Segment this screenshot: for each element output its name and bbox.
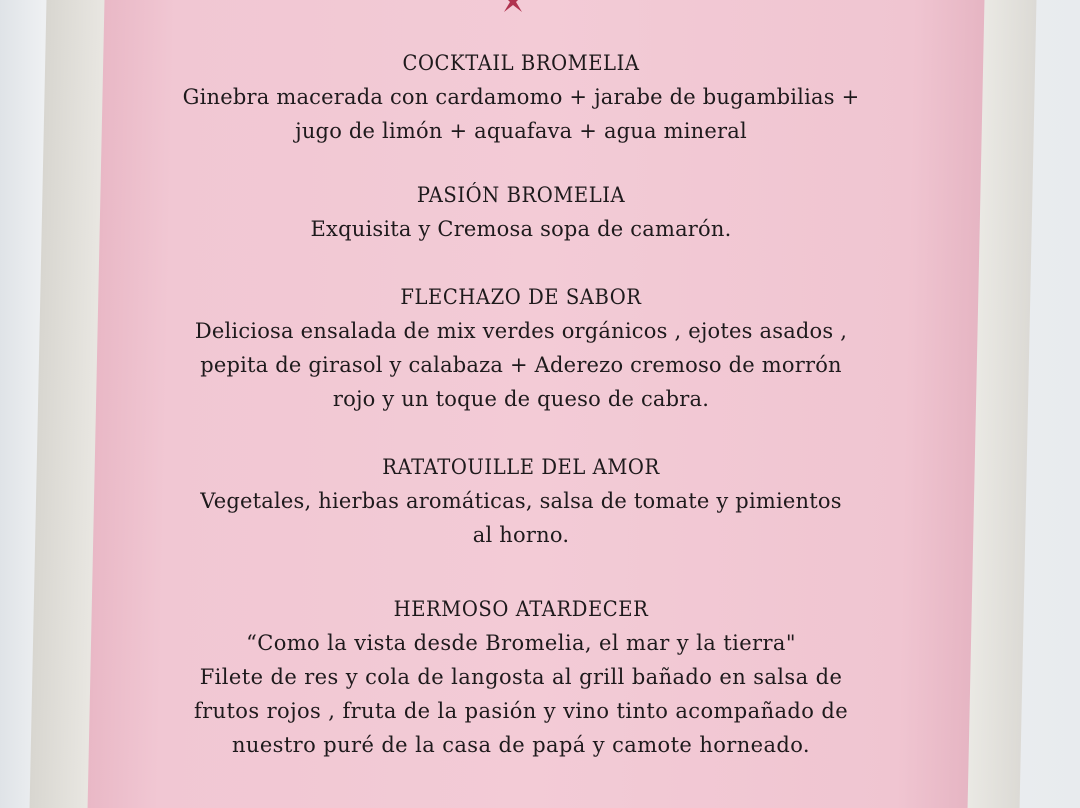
- course-description-line: nuestro puré de la casa de papá y camote horneado.: [231, 733, 810, 757]
- course-description-line: Vegetales, hierbas aromáticas, salsa de tomate y pimientos: [200, 489, 842, 513]
- course-hermoso-atardecer: [96, 592, 946, 762]
- course-description-line: Deliciosa ensalada de mix verdes orgánicos , ejotes asados ,: [194, 319, 848, 343]
- course-title: FLECHAZO DE SABOR: [400, 285, 642, 309]
- course-title: RATATOUILLE DEL AMOR: [382, 455, 660, 479]
- menu-text: [96, 0, 946, 808]
- course-description-line: rojo y un toque de queso de cabra.: [332, 387, 710, 411]
- course-ratatouille-del-amor: [96, 450, 946, 552]
- course-pasion-bromelia: [96, 178, 946, 246]
- course-quote-line: “Como la vista desde Bromelia, el mar y la tierra": [246, 631, 796, 655]
- course-cocktail-bromelia: [96, 46, 946, 148]
- course-description-line: Filete de res y cola de langosta al grill bañado en salsa de: [199, 665, 843, 689]
- course-description-line: al horno.: [472, 523, 570, 547]
- course-description-line: Exquisita y Cremosa sopa de camarón.: [310, 217, 732, 241]
- course-title: PASIÓN BROMELIA: [416, 183, 626, 207]
- course-description-line: pepita de girasol y calabaza + Aderezo cremoso de morrón: [200, 353, 842, 377]
- course-description-line: frutos rojos , fruta de la pasión y vino tinto acompañado de: [193, 699, 849, 723]
- course-flechazo-de-sabor: [96, 280, 946, 416]
- course-description-line: jugo de limón + aquafava + agua mineral: [295, 119, 747, 143]
- course-description-line: Ginebra macerada con cardamomo + jarabe de bugambilias +: [182, 85, 860, 109]
- course-title: COCKTAIL BROMELIA: [402, 51, 640, 75]
- course-title: HERMOSO ATARDECER: [393, 597, 649, 621]
